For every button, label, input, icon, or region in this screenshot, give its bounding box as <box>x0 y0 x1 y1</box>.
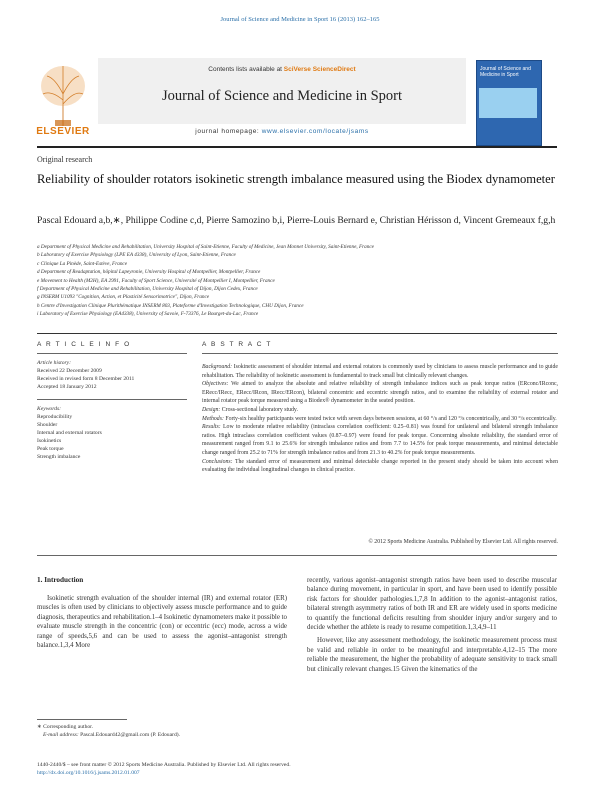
elsevier-tree-logo <box>37 60 89 130</box>
journal-title: Journal of Science and Medicine in Sport <box>162 88 402 104</box>
body-paragraph: recently, various agonist–antagonist strength ratios have been used to describe muscular balance during movement, in particular in sport, and have been used to identify possible risk factors for shoulder pathologies.1,7,8 In addition to the agonist–antagonist ratios, bilateral strength asymmetry ratios of both IR and ER are widely used in sports medicine to quantify the functional deficits resulting from shoulder injury and/or surgery and to decide whether the athlete is ready to resume competition.1,3,4,9–11 <box>307 577 557 632</box>
issn-line: 1440-2440/$ – see front matter © 2012 Sports Medicine Australia. Published by Elsevier Ltd. All rights reserved. <box>37 762 291 768</box>
affiliation: h Centre d'Investigation Clinique Plurithématique INSERM 803, Plateforme d'Investigation Technologique, CHU Dijon, France <box>37 302 304 309</box>
homepage-label: journal homepage: <box>195 128 262 135</box>
design-label: Design: <box>202 406 221 413</box>
keyword: Reproducibility <box>37 414 73 420</box>
abstract-objectives: Objectives: We aimed to analyze the absolute and relative reliability of strength imbalance indices such as peak torque ratios (ERconc/IRconc, ERecc/IRecc, ERecc/IRcon, IRecc/ERcon), bilateral concentric and eccentric strength ratios, and to examine the reliability of external rotator and internal rotator peak torque measured using a Biodex® dynamometer in the seated position. <box>202 381 558 405</box>
front-matter-info <box>37 761 291 777</box>
abstract-copyright: © 2012 Sports Medicine Australia. Published by Elsevier Ltd. All rights reserved. <box>368 539 558 545</box>
contents-line <box>98 66 466 73</box>
abstract-background: Background: Isokinetic assessment of shoulder internal and external rotators is commonly used by clinicians to assess muscle performance and to guide rehabilitation. The reliability of isokinetic assessment is fundamental to track small but clinically relevant changes. <box>202 364 558 379</box>
abstract-design: Design: Cross-sectional laboratory study. <box>202 406 298 413</box>
results-label: Results: <box>202 424 221 431</box>
affiliation: e Movement to Health (M2H), EA 2991, Faculty of Sport Science, Université of Montpellier I, Montpellier, France <box>37 277 275 284</box>
body-right-column <box>307 576 557 674</box>
affiliation: b Laboratory of Exercise Physiology (LPE EA 4338), University of Lyon, Saint-Etienne, France <box>37 252 236 259</box>
publisher-name: ELSEVIER <box>36 126 90 137</box>
keyword: Shoulder <box>37 422 58 428</box>
history-item: Received 22 December 2009 <box>37 368 102 374</box>
abstract-end-rule <box>37 555 557 556</box>
affiliations <box>37 243 567 319</box>
body-paragraph: However, like any assessment methodology, the isokinetic measurement process must be valid and reliable in order to be meaningful and interpretable.4,12–15 The more reliable the measurement, the higher the probability of adequate sensitivity to track small but clinically relevant changes.15 Given the kinematics of the <box>307 637 557 673</box>
sciencedirect-link[interactable]: SciVerse ScienceDirect <box>283 66 356 73</box>
email-address[interactable]: Pascal.Edouard42@gmail.com (P. Edouard). <box>78 732 180 738</box>
keyword: Isokinetics <box>37 438 62 444</box>
article-info-rule <box>37 353 187 354</box>
affiliation: i Laboratory of Exercise Physiology (EA4338), University of Savoie, F-73376, Le Bourget-du-Lac, France <box>37 311 259 318</box>
journal-homepage <box>98 128 466 135</box>
keywords-rule <box>37 399 187 400</box>
article-history <box>37 359 187 391</box>
body-paragraph: Isokinetic strength evaluation of the shoulder internal (IR) and external rotator (ER) muscles is often used by clinicians to objectively assess muscle performance and to guide diagnosis, therapeutics and rehabilitation.1–4 Isokinetic dynamometers make it possible to evaluate muscle strength in the concentric (con) or eccentric (ecc) mode, across a wide range of speeds,5,6 and can be used to assess the agonist–antagonist strength balance.1,3,4 More <box>37 595 287 650</box>
history-item: Received in revised form 8 December 2011 <box>37 376 135 382</box>
email-line <box>37 731 180 739</box>
abstract-conclusions: Conclusions: The standard error of measurement and minimal detectable change reported in the present study should be taken into account when evaluating the individual longitudinal changes in clinical practice. <box>202 458 558 474</box>
conclusions-label: Conclusions: <box>202 458 233 465</box>
keyword: Strength imbalance <box>37 454 81 460</box>
footnote <box>37 723 180 739</box>
affiliation: c Clinique La Pinède, Saint-Estève, France <box>37 260 128 267</box>
affiliation: a Department of Physical Medicine and Rehabilitation, University Hospital of Saint-Etienne, Faculty of Medicine, Jean Monnet University, Saint-Etienne, France <box>37 244 374 250</box>
affiliation: d Department of Readaptation, hôpital Lapeyronie, University Hospital of Montpellier, Montpellier, France <box>37 269 261 276</box>
abstract-heading: A B S T R A C T <box>202 341 272 348</box>
journal-cover-title: Journal of Science and Medicine in Sport <box>480 66 531 78</box>
header-rule <box>37 146 557 148</box>
abstract-results: Results: Low to moderate relative reliability (intraclass correlation coefficient: 0.25–0.81) was found for unilateral and bilateral strength imbalance ratios. High intraclass correlation coefficient values (0.87–0.97) were found for peak torque. Concerning absolute reliability, the standard error of measurement ranged from 9.1 to 25.6% for strength imbalance ratios and from 7.7 to 14.5% for peak torque measurements, and minimal detectable change ranged from 25.2 to 71% for strength imbalance ratios and from 21.3 to 40.2% for peak torque measurements. <box>202 424 558 456</box>
body-left-column <box>37 594 287 650</box>
journal-citation[interactable]: Journal of Science and Medicine in Sport 16 (2013) 162–165 <box>220 16 380 23</box>
history-item: Accepted 18 January 2012 <box>37 384 97 390</box>
methods-label: Methods: <box>202 415 224 422</box>
email-label: E-mail address: <box>43 732 79 738</box>
contents-text: Contents lists available at <box>208 66 284 73</box>
homepage-url[interactable]: www.elsevier.com/locate/jsams <box>261 128 369 135</box>
affiliation: g INSERM U1093 "Cognition, Action, et Plasticité Sensorimotrice", Dijon, France <box>37 294 210 301</box>
article-title: Reliability of shoulder rotators isokinetic strength imbalance measured using the Biodex dynamometer <box>37 172 555 186</box>
history-label: Article history: <box>37 360 72 366</box>
keywords <box>37 405 187 461</box>
introduction-heading: 1. Introduction <box>37 576 84 584</box>
keyword: Peak torque <box>37 446 64 452</box>
article-info-heading: A R T I C L E I N F O <box>37 341 131 348</box>
affiliation: f Department of Physical Medicine and Rehabilitation, University Hospital of Dijon, Dijon Cedex, France <box>37 286 258 293</box>
article-type: Original research <box>37 155 93 164</box>
journal-cover-band <box>479 88 537 118</box>
affiliation-rule <box>37 333 557 334</box>
author-list: Pascal Edouard a,b,∗, Philippe Codine c,d, Pierre Samozino b,i, Pierre-Louis Bernard e, Christian Hérisson d, Vincent Gremeaux f,g,h <box>37 215 556 226</box>
abstract-methods: Methods: Forty-six healthy participants were tested twice with seven days between sessions, at 60 °/s and 120 °/s concentrically, and 30 °/s eccentrically. <box>202 415 557 422</box>
abstract-body <box>202 363 558 475</box>
abstract-rule <box>202 353 558 354</box>
keywords-label: Keywords: <box>37 406 62 412</box>
doi-link[interactable]: http://dx.doi.org/10.1016/j.jsams.2012.01.007 <box>37 770 140 776</box>
objectives-label: Objectives: <box>202 381 229 388</box>
keyword: Internal and external rotators <box>37 430 102 436</box>
background-label: Background: <box>202 364 233 370</box>
corresponding-author-note: ∗ Corresponding author. <box>37 724 94 730</box>
footnote-rule <box>37 719 127 720</box>
